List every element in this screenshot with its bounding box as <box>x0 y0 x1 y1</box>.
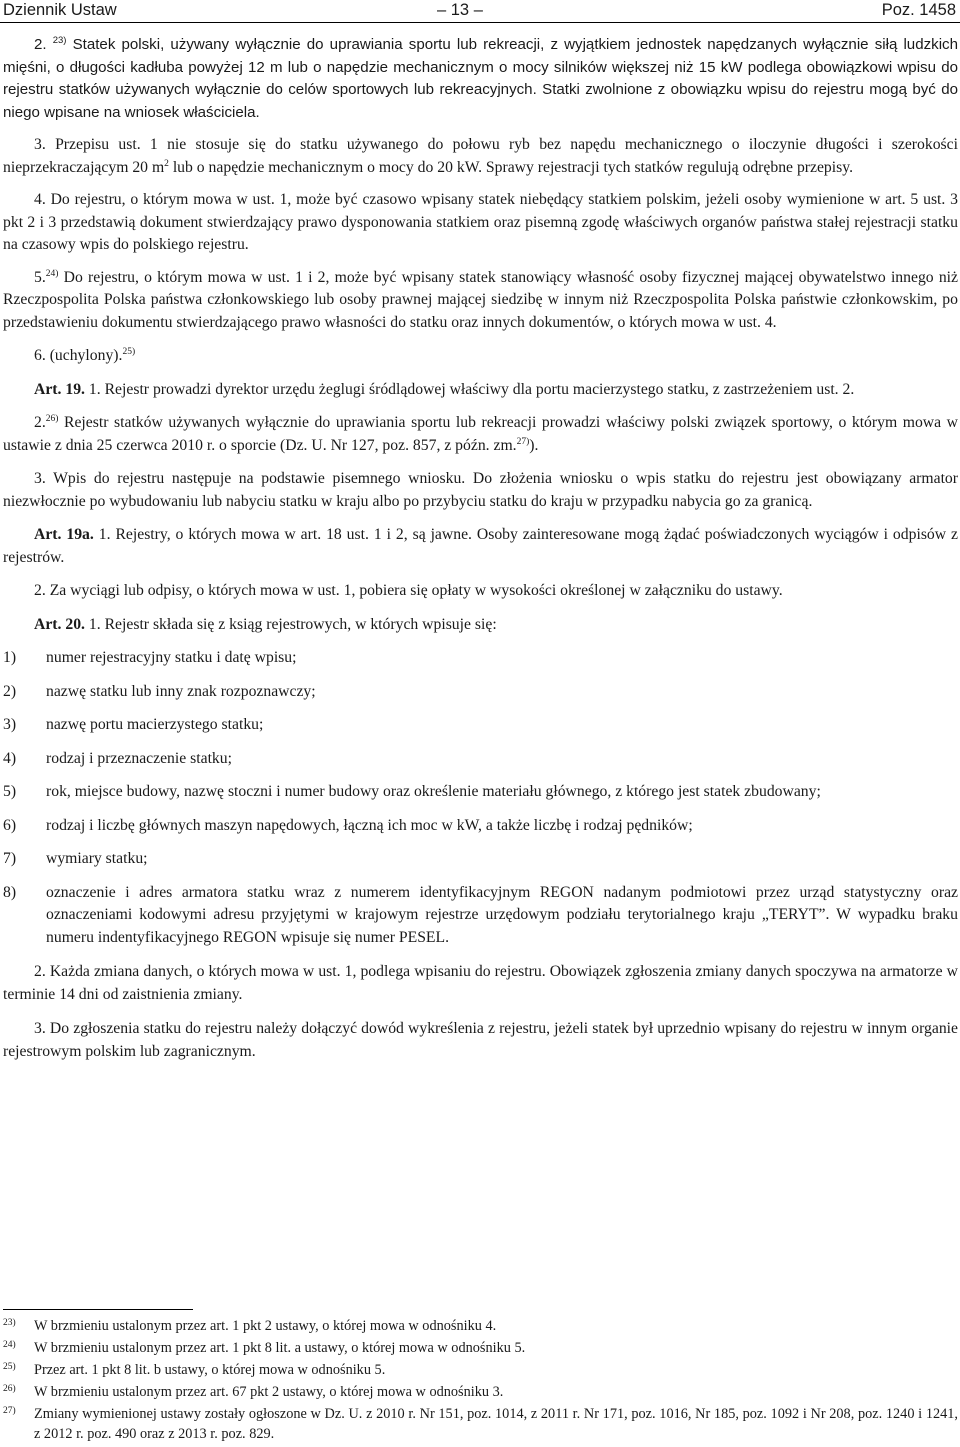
list-item-number: 1) <box>3 649 17 666</box>
paragraph-text: Do rejestru, o którym mowa w ust. 1 i 2, może być wpisany statek stanowiący własność osoby fizycznej mającej obywatelstwo innego niż Rzeczpospolita Polska państwa członkowskiego lub osoby prawnej mającej siedzibę w innym niż Rzeczpospolita Polska państwie członkowskim, po przedstawieniu dokumentu stwierdzającego prawo własności do statku oraz innych dokumentów, o których mowa w ust. 4. <box>3 268 958 331</box>
footnote <box>3 1382 958 1402</box>
footnote-text: W brzmieniu ustalonym przez art. 67 pkt 2 ustawy, o której mowa w odnośniku 3. <box>34 1384 504 1400</box>
footnote-ref-26[interactable]: 26) <box>45 414 59 424</box>
page-number: – 13 – <box>437 1 483 19</box>
article-label: Art. 20. <box>34 615 85 633</box>
footnote-text: Przez art. 1 pkt 8 lit. b ustawy, o której mowa w odnośniku 5. <box>34 1362 386 1378</box>
paragraph-text: ). <box>529 436 539 454</box>
list-item-number: 5) <box>3 783 17 800</box>
list-item-text: nazwę statku lub inny znak rozpoznawczy; <box>46 682 316 700</box>
paragraph-4: 4. Do rejestru, o którym mowa w ust. 1, może być czasowo wpisany statek niebędący statkiem polskim, jeżeli osoby wymienione w art. 5 ust. 3 pkt 2 i 3 przedstawią dokument stwierdzający prawo dysponowania statkiem oraz pisemną zgodę właściwych organów państwa stałej rejestracji statku na czasowy wpis do polskiego rejestru. <box>3 191 958 253</box>
footnote-text: W brzmieniu ustalonym przez art. 1 pkt 8 lit. a ustawy, o której mowa w odnośniku 5. <box>34 1340 526 1356</box>
paragraph-text: 1. Rejestr prowadzi dyrektor urzędu żeglugi śródlądowej właściwy dla portu macierzystego statku, z zastrzeżeniem ust. 2. <box>84 380 855 398</box>
footnote <box>3 1338 958 1358</box>
list-item <box>3 815 958 838</box>
paragraph-text: Statek polski, używany wyłącznie do uprawiania sportu lub rekreacji, z wyjątkiem jednostek napędzanych wyłącznie siłą ludzkich mięśni, o długości kadłuba powyżej 12 m lub o napędzie mechanicznym o mocy silników większej niż 15 kW podlega obowiązkowi wpisu do rejestru statków używanych wyłącznie do celów sportowych lub rekreacyjnych. Statki zwolnione z obowiązku wpisu do rejestru mogą być do niego wpisane na wniosek właściciela. <box>3 36 958 121</box>
list-item <box>3 748 958 771</box>
paragraph-text: 1. Rejestr składa się z ksiąg rejestrowych, w których wpisuje się: <box>84 615 497 633</box>
list-item-number: 7) <box>3 850 17 867</box>
article-20-paragraph-3: 3. Do zgłoszenia statku do rejestru należy dołączyć dowód wykreślenia z rejestru, jeżeli statek był uprzednio wpisany do rejestru w innym organie rejestrowym polskim lub zagranicznym. <box>3 1020 958 1060</box>
footnote-ref-25[interactable]: 25) <box>122 347 136 357</box>
paragraph-5 <box>3 267 958 335</box>
article-label: Art. 19a. <box>34 526 94 543</box>
paragraph-3 <box>3 134 958 179</box>
footnotes <box>3 1316 958 1444</box>
superscript: 2 <box>164 158 169 169</box>
paragraph-text: Rejestr statków używanych wyłącznie do uprawiania sportu lub rekreacji prowadzi właściwy polski związek sportowy, o którym mowa w ustawie z dnia 25 czerwca 2010 r. o sporcie (Dz. U. Nr 127, poz. 857, z późn. zm. <box>3 414 958 454</box>
list-item <box>3 647 958 670</box>
footnote-text: Zmiany wymienionej ustawy zostały ogłoszone w Dz. U. z 2010 r. Nr 151, poz. 1014, z 2011 r. Nr 171, poz. 1016, Nr 185, poz. 1092 i Nr 208, poz. 1240 i 1241, z 2012 r. poz. 490 oraz z 2013 r. poz. 829. <box>34 1406 958 1442</box>
paragraph-text: lub o napędzie mechanicznym o mocy do 20 kW. Sprawy rejestracji tych statków regulują odrębne przepisy. <box>168 158 853 176</box>
list-item-text: oznaczenie i adres armatora statku wraz z numerem identyfikacyjnym REGON nadanym podmiotowi przez urząd statystyczny oraz oznaczeniami kodowymi adresu przyjętymi w krajowym rejestrze urzędowym podziału terytorialnego kraju „TERYT”. W wypadku braku numeru indentyfikacyjnego REGON wpisuje się numer PESEL. <box>46 883 958 946</box>
article-19a-paragraph-2: 2. Za wyciągi lub odpisy, o których mowa w ust. 1, pobiera się opłaty w wysokości określonej w załączniku do ustawy. <box>34 582 783 599</box>
article-20-paragraph-2: 2. Każda zmiana danych, o których mowa w ust. 1, podlega wpisaniu do rejestru. Obowiązek zgłoszenia zmiany danych spoczywa na armatorze w terminie 14 dni od zaistnienia zmiany. <box>3 963 958 1003</box>
article-label: Art. 19. <box>34 380 85 398</box>
list-item-text: wymiary statku; <box>46 850 148 867</box>
document-body <box>3 34 958 1063</box>
list-item <box>3 781 958 804</box>
article-19-paragraph-2 <box>3 412 958 457</box>
footnote <box>3 1360 958 1380</box>
footnote-number: 25) <box>3 1362 16 1372</box>
article-19a <box>3 524 958 569</box>
paragraph-text: 3. Przepisu ust. 1 nie stosuje się do statku używanego do połowu ryb bez napędu mechanicznego o iloczynie długości i szerokości nieprzekraczającym 20 m <box>3 136 958 176</box>
list-item <box>3 848 958 871</box>
list-item <box>3 681 958 704</box>
list-item-number: 3) <box>3 716 17 733</box>
paragraph-2 <box>3 34 958 124</box>
footnote-ref-27[interactable]: 27) <box>516 436 530 447</box>
footnote <box>3 1404 958 1444</box>
footnote-ref-23[interactable]: 23) <box>52 35 67 46</box>
article-20 <box>3 614 958 637</box>
list-item <box>3 882 958 950</box>
list-item-number: 2) <box>3 682 17 700</box>
paragraph-text: 6. (uchylony). <box>34 347 123 364</box>
list-item-number: 6) <box>3 816 17 834</box>
list-item-text: nazwę portu macierzystego statku; <box>46 716 264 733</box>
journal-title: Dziennik Ustaw <box>3 1 117 19</box>
paragraph-number: 2. <box>34 36 47 53</box>
footnote-text: W brzmieniu ustalonym przez art. 1 pkt 2 ustawy, o której mowa w odnośniku 4. <box>34 1318 497 1334</box>
paragraph-number: 5. <box>34 268 46 286</box>
page-header <box>0 0 960 22</box>
list-item-number: 4) <box>3 749 17 767</box>
header-rule <box>0 22 960 23</box>
footnote-number: 23) <box>3 1318 16 1328</box>
list-item-text: numer rejestracyjny statku i datę wpisu; <box>46 649 297 666</box>
footnote-rule <box>3 1309 193 1310</box>
paragraph-text: 1. Rejestry, o których mowa w art. 18 ust. 1 i 2, są jawne. Osoby zainteresowane mogą żądać poświadczonych wyciągów i odpisów z rejestrów. <box>3 526 958 566</box>
list-item <box>3 714 958 737</box>
footnote-number: 26) <box>3 1384 16 1394</box>
footnote-ref-24[interactable]: 24) <box>45 268 59 279</box>
article-19-paragraph-3: 3. Wpis do rejestru następuje na podstawie pisemnego wniosku. Do złożenia wniosku o wpis statku do rejestru jest obowiązany armator niezwłocznie po wybudowaniu lub nabyciu statku w kraju albo po przybyciu statku do kraju w przypadku nabycia go za granicą. <box>3 470 958 510</box>
list-item-text: rodzaj i przeznaczenie statku; <box>46 749 232 767</box>
footnote-number: 27) <box>3 1406 16 1416</box>
article-19 <box>3 379 958 402</box>
footnote <box>3 1316 958 1336</box>
paragraph-number: 2. <box>34 414 46 431</box>
list-item-text: rodzaj i liczbę głównych maszyn napędowych, łączną ich moc w kW, a także liczbę i rodzaj pędników; <box>46 816 693 834</box>
list-item-text: rok, miejsce budowy, nazwę stoczni i numer budowy oraz określenie materiału głównego, z którego jest statek zbudowany; <box>46 783 821 800</box>
list-item-number: 8) <box>3 883 17 901</box>
paragraph-6 <box>3 345 958 368</box>
footnote-number: 24) <box>3 1340 16 1350</box>
position-number: Poz. 1458 <box>881 1 956 19</box>
